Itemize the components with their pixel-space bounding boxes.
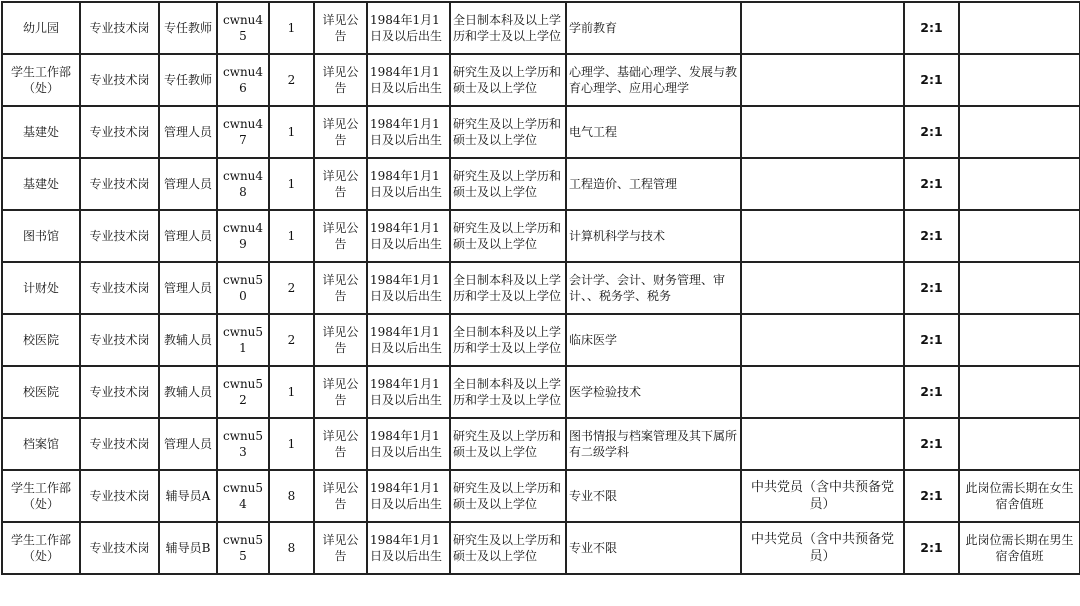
cell-headcount: 8: [269, 522, 314, 574]
cell-major: 心理学、基础心理学、发展与教育心理学、应用心理学: [566, 54, 741, 106]
cell-ratio: 2:1: [904, 262, 959, 314]
cell-education: 研究生及以上学历和硕士及以上学位: [450, 158, 566, 210]
cell-education: 全日制本科及以上学历和学士及以上学位: [450, 2, 566, 54]
cell-birth-requirement: 1984年1月1日及以后出生: [367, 158, 450, 210]
cell-age-note: 详见公告: [314, 366, 367, 418]
cell-ratio: 2:1: [904, 314, 959, 366]
cell-other-requirement: [741, 106, 904, 158]
cell-major: 工程造价、工程管理: [566, 158, 741, 210]
cell-post-code: cwnu51: [217, 314, 269, 366]
cell-remark: [959, 106, 1080, 158]
cell-ratio: 2:1: [904, 522, 959, 574]
cell-position: 教辅人员: [159, 314, 217, 366]
cell-post-code: cwnu48: [217, 158, 269, 210]
cell-department: 计财处: [2, 262, 80, 314]
cell-department: 学生工作部（处）: [2, 54, 80, 106]
cell-department: 校医院: [2, 366, 80, 418]
cell-birth-requirement: 1984年1月1日及以后出生: [367, 522, 450, 574]
cell-headcount: 2: [269, 54, 314, 106]
cell-post-category: 专业技术岗: [80, 262, 159, 314]
cell-headcount: 1: [269, 210, 314, 262]
cell-department: 档案馆: [2, 418, 80, 470]
cell-remark: 此岗位需长期在男生宿舍值班: [959, 522, 1080, 574]
cell-post-category: 专业技术岗: [80, 2, 159, 54]
cell-education: 研究生及以上学历和硕士及以上学位: [450, 106, 566, 158]
cell-post-category: 专业技术岗: [80, 158, 159, 210]
cell-education: 全日制本科及以上学历和学士及以上学位: [450, 366, 566, 418]
cell-other-requirement: 中共党员（含中共预备党员）: [741, 522, 904, 574]
cell-post-category: 专业技术岗: [80, 366, 159, 418]
cell-headcount: 2: [269, 262, 314, 314]
cell-ratio: 2:1: [904, 2, 959, 54]
cell-age-note: 详见公告: [314, 470, 367, 522]
cell-department: 校医院: [2, 314, 80, 366]
cell-headcount: 1: [269, 418, 314, 470]
cell-remark: [959, 158, 1080, 210]
table-row: [2, 470, 1080, 522]
cell-other-requirement: [741, 210, 904, 262]
cell-post-code: cwnu45: [217, 2, 269, 54]
cell-other-requirement: [741, 262, 904, 314]
cell-department: 基建处: [2, 106, 80, 158]
cell-ratio: 2:1: [904, 158, 959, 210]
cell-position: 专任教师: [159, 2, 217, 54]
table-row: [2, 366, 1080, 418]
table-row: [2, 418, 1080, 470]
cell-post-category: 专业技术岗: [80, 522, 159, 574]
cell-birth-requirement: 1984年1月1日及以后出生: [367, 106, 450, 158]
cell-department: 幼儿园: [2, 2, 80, 54]
cell-position: 辅导员A: [159, 470, 217, 522]
cell-major: 计算机科学与技术: [566, 210, 741, 262]
table-row: [2, 106, 1080, 158]
cell-major: 临床医学: [566, 314, 741, 366]
cell-post-code: cwnu47: [217, 106, 269, 158]
cell-headcount: 1: [269, 2, 314, 54]
cell-birth-requirement: 1984年1月1日及以后出生: [367, 2, 450, 54]
cell-position: 管理人员: [159, 106, 217, 158]
cell-remark: [959, 366, 1080, 418]
cell-position: 管理人员: [159, 210, 217, 262]
cell-department: 图书馆: [2, 210, 80, 262]
cell-headcount: 8: [269, 470, 314, 522]
cell-department: 学生工作部（处）: [2, 522, 80, 574]
cell-other-requirement: [741, 158, 904, 210]
cell-post-code: cwnu50: [217, 262, 269, 314]
cell-post-category: 专业技术岗: [80, 106, 159, 158]
cell-education: 全日制本科及以上学历和学士及以上学位: [450, 262, 566, 314]
cell-education: 全日制本科及以上学历和学士及以上学位: [450, 314, 566, 366]
cell-major: 图书情报与档案管理及其下属所有二级学科: [566, 418, 741, 470]
cell-headcount: 1: [269, 106, 314, 158]
cell-post-category: 专业技术岗: [80, 54, 159, 106]
cell-age-note: 详见公告: [314, 54, 367, 106]
cell-ratio: 2:1: [904, 366, 959, 418]
cell-major: 学前教育: [566, 2, 741, 54]
cell-post-code: cwnu54: [217, 470, 269, 522]
cell-education: 研究生及以上学历和硕士及以上学位: [450, 522, 566, 574]
cell-position: 辅导员B: [159, 522, 217, 574]
cell-age-note: 详见公告: [314, 2, 367, 54]
cell-post-category: 专业技术岗: [80, 418, 159, 470]
cell-headcount: 2: [269, 314, 314, 366]
table-row: [2, 522, 1080, 574]
cell-position: 专任教师: [159, 54, 217, 106]
table-row: [2, 2, 1080, 54]
table-row: [2, 54, 1080, 106]
cell-age-note: 详见公告: [314, 314, 367, 366]
cell-age-note: 详见公告: [314, 262, 367, 314]
cell-post-code: cwnu46: [217, 54, 269, 106]
cell-department: 学生工作部（处）: [2, 470, 80, 522]
cell-major: 电气工程: [566, 106, 741, 158]
cell-major: 会计学、会计、财务管理、审计、、税务学、税务: [566, 262, 741, 314]
cell-other-requirement: [741, 314, 904, 366]
cell-age-note: 详见公告: [314, 418, 367, 470]
cell-other-requirement: [741, 366, 904, 418]
cell-other-requirement: [741, 418, 904, 470]
cell-ratio: 2:1: [904, 470, 959, 522]
table-row: [2, 314, 1080, 366]
table-row: [2, 262, 1080, 314]
cell-age-note: 详见公告: [314, 522, 367, 574]
cell-birth-requirement: 1984年1月1日及以后出生: [367, 314, 450, 366]
table-row: [2, 158, 1080, 210]
cell-age-note: 详见公告: [314, 158, 367, 210]
cell-remark: [959, 418, 1080, 470]
cell-major: 医学检验技术: [566, 366, 741, 418]
cell-position: 管理人员: [159, 262, 217, 314]
cell-position: 管理人员: [159, 418, 217, 470]
cell-remark: [959, 262, 1080, 314]
recruitment-table: [1, 1, 1080, 575]
cell-ratio: 2:1: [904, 54, 959, 106]
cell-post-code: cwnu53: [217, 418, 269, 470]
cell-education: 研究生及以上学历和硕士及以上学位: [450, 418, 566, 470]
cell-headcount: 1: [269, 366, 314, 418]
cell-birth-requirement: 1984年1月1日及以后出生: [367, 262, 450, 314]
cell-birth-requirement: 1984年1月1日及以后出生: [367, 210, 450, 262]
cell-remark: [959, 54, 1080, 106]
cell-headcount: 1: [269, 158, 314, 210]
cell-remark: [959, 314, 1080, 366]
cell-position: 教辅人员: [159, 366, 217, 418]
cell-major: 专业不限: [566, 470, 741, 522]
cell-birth-requirement: 1984年1月1日及以后出生: [367, 366, 450, 418]
cell-other-requirement: 中共党员（含中共预备党员）: [741, 470, 904, 522]
cell-education: 研究生及以上学历和硕士及以上学位: [450, 470, 566, 522]
table-row: [2, 210, 1080, 262]
cell-post-category: 专业技术岗: [80, 210, 159, 262]
table-body: [2, 2, 1080, 574]
cell-birth-requirement: 1984年1月1日及以后出生: [367, 470, 450, 522]
cell-post-code: cwnu49: [217, 210, 269, 262]
cell-remark: 此岗位需长期在女生宿舍值班: [959, 470, 1080, 522]
cell-birth-requirement: 1984年1月1日及以后出生: [367, 418, 450, 470]
cell-other-requirement: [741, 2, 904, 54]
cell-position: 管理人员: [159, 158, 217, 210]
cell-education: 研究生及以上学历和硕士及以上学位: [450, 210, 566, 262]
cell-department: 基建处: [2, 158, 80, 210]
cell-post-code: cwnu55: [217, 522, 269, 574]
cell-remark: [959, 210, 1080, 262]
cell-post-code: cwnu52: [217, 366, 269, 418]
cell-major: 专业不限: [566, 522, 741, 574]
cell-other-requirement: [741, 54, 904, 106]
cell-ratio: 2:1: [904, 418, 959, 470]
cell-remark: [959, 2, 1080, 54]
cell-age-note: 详见公告: [314, 210, 367, 262]
cell-post-category: 专业技术岗: [80, 314, 159, 366]
cell-education: 研究生及以上学历和硕士及以上学位: [450, 54, 566, 106]
cell-ratio: 2:1: [904, 210, 959, 262]
cell-age-note: 详见公告: [314, 106, 367, 158]
cell-ratio: 2:1: [904, 106, 959, 158]
cell-birth-requirement: 1984年1月1日及以后出生: [367, 54, 450, 106]
cell-post-category: 专业技术岗: [80, 470, 159, 522]
